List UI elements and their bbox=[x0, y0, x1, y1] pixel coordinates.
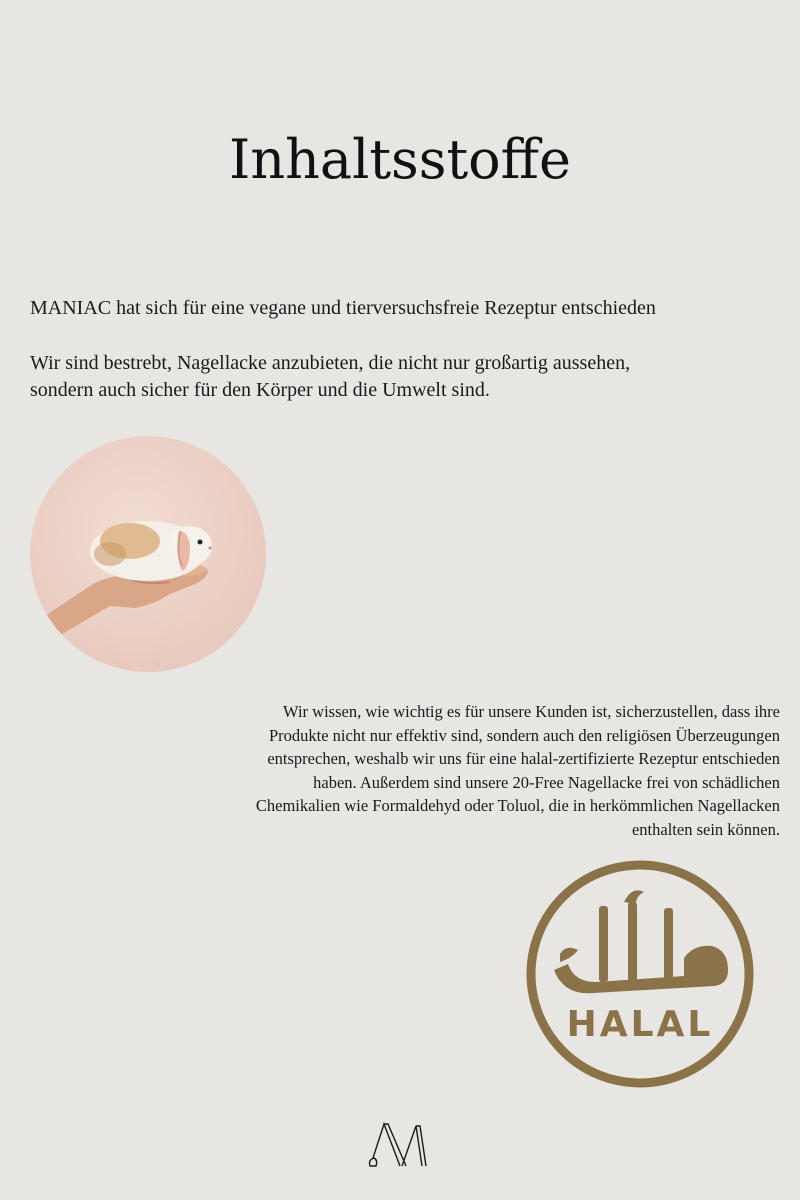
halal-description bbox=[120, 700, 780, 841]
body-line: Wir wissen, wie wichtig es für unsere Kunden ist, sicherzustellen, dass ihre bbox=[283, 702, 780, 721]
brand-logo bbox=[364, 1120, 428, 1170]
bunny-in-hand-icon bbox=[30, 436, 266, 672]
halal-label: HALAL bbox=[566, 1004, 714, 1045]
maniac-monogram-icon bbox=[364, 1120, 428, 1170]
mission-line-2: sondern auch sicher für den Körper und die Umwelt sind. bbox=[30, 379, 490, 401]
halal-logo bbox=[524, 858, 756, 1090]
page-title: Inhaltsstoffe bbox=[228, 128, 571, 191]
bunny-photo bbox=[30, 436, 266, 672]
body-line: enthalten sein können. bbox=[631, 819, 780, 839]
intro-text: MANIAC hat sich für eine vegane und tierversuchsfreie Rezeptur entschieden bbox=[30, 297, 656, 319]
body-line: haben. Außerdem sind unsere 20-Free Nagellacke frei von schädlichen bbox=[313, 772, 780, 792]
halal-seal-icon bbox=[524, 858, 756, 1090]
body-line: Produkte nicht nur effektiv sind, sondern auch den religiösen Überzeugungen bbox=[268, 725, 780, 745]
mission-line-1: Wir sind bestrebt, Nagellacke anzubieten, die nicht nur großartig aussehen, bbox=[30, 352, 631, 374]
body-line: Chemikalien wie Formaldehyd oder Toluol, die in herkömmlichen Nagellacken bbox=[255, 796, 780, 815]
mission-paragraph bbox=[30, 350, 790, 404]
body-line: entsprechen, weshalb wir uns für eine halal-zertifizierte Rezeptur entschieden bbox=[267, 749, 780, 768]
